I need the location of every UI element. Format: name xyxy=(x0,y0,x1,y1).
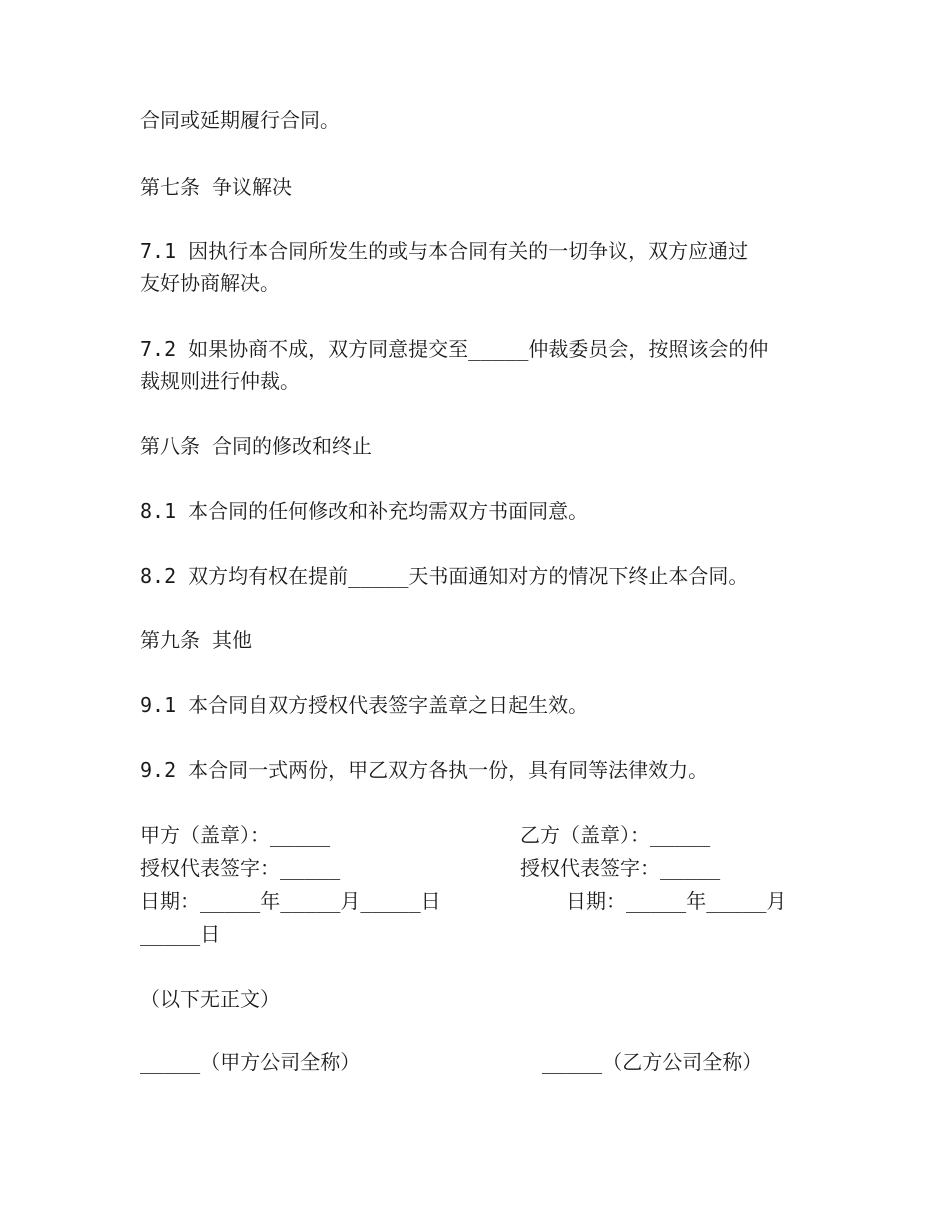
party-a-company-name: _____（甲方公司全称） xyxy=(140,1050,361,1074)
party-a-date: 日期：_____年_____月_____日 xyxy=(140,889,441,913)
clause-8-2: 8.2 双方均有权在提前_____天书面通知对方的情况下终止本合同。 xyxy=(140,564,749,588)
party-b-company-name: _____（乙方公司全称） xyxy=(542,1050,763,1074)
party-a-representative: 授权代表签字：_____ xyxy=(140,856,341,880)
article-9-title: 第九条 其他 xyxy=(140,628,253,652)
paragraph-continuation: 合同或延期履行合同。 xyxy=(140,108,340,132)
clause-7-2-line-1: 7.2 如果协商不成，双方同意提交至_____仲裁委员会，按照该会的仲 xyxy=(140,337,769,361)
party-b-representative: 授权代表签字：_____ xyxy=(520,856,721,880)
party-b-seal: 乙方（盖章）：_____ xyxy=(520,823,711,847)
clause-9-2: 9.2 本合同一式两份，甲乙双方各执一份，具有同等法律效力。 xyxy=(140,758,709,782)
article-8-title: 第八条 合同的修改和终止 xyxy=(140,434,373,458)
clause-8-1: 8.1 本合同的任何修改和补充均需双方书面同意。 xyxy=(140,499,589,523)
party-b-date-line-1: 日期：_____年_____月 xyxy=(566,889,787,913)
no-further-text-note: （以下无正文） xyxy=(140,987,280,1011)
clause-9-1: 9.1 本合同自双方授权代表签字盖章之日起生效。 xyxy=(140,693,589,717)
clause-7-1-line-1: 7.1 因执行本合同所发生的或与本合同有关的一切争议，双方应通过 xyxy=(140,239,749,263)
clause-7-2-line-2: 裁规则进行仲裁。 xyxy=(140,369,300,393)
party-b-date-line-2: _____日 xyxy=(140,922,221,946)
clause-7-1-line-2: 友好协商解决。 xyxy=(140,271,280,295)
article-7-title: 第七条 争议解决 xyxy=(140,175,293,199)
party-a-seal: 甲方（盖章）：_____ xyxy=(140,823,331,847)
